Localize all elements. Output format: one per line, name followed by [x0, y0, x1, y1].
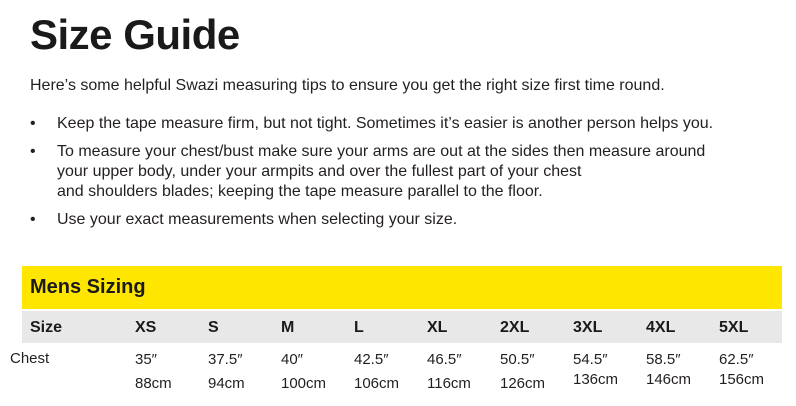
size-header: M: [281, 319, 295, 336]
tip-item: [30, 142, 790, 202]
tip-line: and shoulders blades; keeping the tape measure parallel to the floor.: [57, 183, 543, 200]
tip-line: To measure your chest/bust make sure your arms are out at the sides then measure around: [57, 143, 706, 160]
table-banner: [22, 266, 782, 309]
tips-list: [30, 114, 790, 238]
size-header-row: [22, 311, 782, 343]
page-title: Size Guide: [30, 11, 240, 58]
chest-inches: 40″: [281, 351, 303, 368]
size-header: 3XL: [573, 319, 603, 336]
chest-row-label: Chest: [10, 350, 50, 367]
chest-inches: 54.5″: [573, 351, 608, 368]
chest-cm: 146cm: [646, 371, 692, 388]
size-header: S: [208, 319, 219, 336]
tip-text: [57, 210, 790, 230]
chest-cm: 156cm: [719, 371, 765, 388]
size-header: XL: [427, 319, 448, 336]
tip-line: Keep the tape measure firm, but not tight. Sometimes it’s easier is another person helps you.: [57, 115, 714, 132]
table-title: Mens Sizing: [30, 276, 146, 298]
chest-cm: 88cm: [135, 375, 172, 392]
size-header: 5XL: [719, 319, 749, 336]
tip-text: [57, 114, 790, 134]
chest-inches: 50.5″: [500, 351, 535, 368]
chest-inches: 37.5″: [208, 351, 243, 368]
size-column-label: Size: [30, 319, 63, 336]
chest-cm: 126cm: [500, 375, 546, 392]
chest-cm: 106cm: [354, 375, 400, 392]
chest-cm: 94cm: [208, 375, 245, 392]
size-header: XS: [135, 319, 157, 336]
tip-line: Use your exact measurements when selecting your size.: [57, 211, 458, 228]
bullet: •: [30, 115, 36, 132]
tip-item: [30, 114, 790, 134]
bullet: •: [30, 143, 36, 160]
chest-cm: 136cm: [573, 371, 619, 388]
chest-inches: 35″: [135, 351, 157, 368]
chest-cm: 116cm: [427, 375, 471, 392]
chest-inches: 46.5″: [427, 351, 462, 368]
tip-line: your upper body, under your armpits and over the fullest part of your chest: [57, 163, 582, 180]
chest-inches: 58.5″: [646, 351, 681, 368]
chest-inches: 42.5″: [354, 351, 389, 368]
tip-text: [57, 142, 790, 202]
intro-text: Here’s some helpful Swazi measuring tips to ensure you get the right size first time round.: [30, 77, 665, 94]
chest-cm: 100cm: [281, 375, 327, 392]
chest-inches: 62.5″: [719, 351, 754, 368]
tip-item: [30, 210, 790, 230]
size-header: 4XL: [646, 319, 676, 336]
size-header: L: [354, 319, 364, 336]
size-header: 2XL: [500, 319, 530, 336]
bullet: •: [30, 211, 36, 228]
